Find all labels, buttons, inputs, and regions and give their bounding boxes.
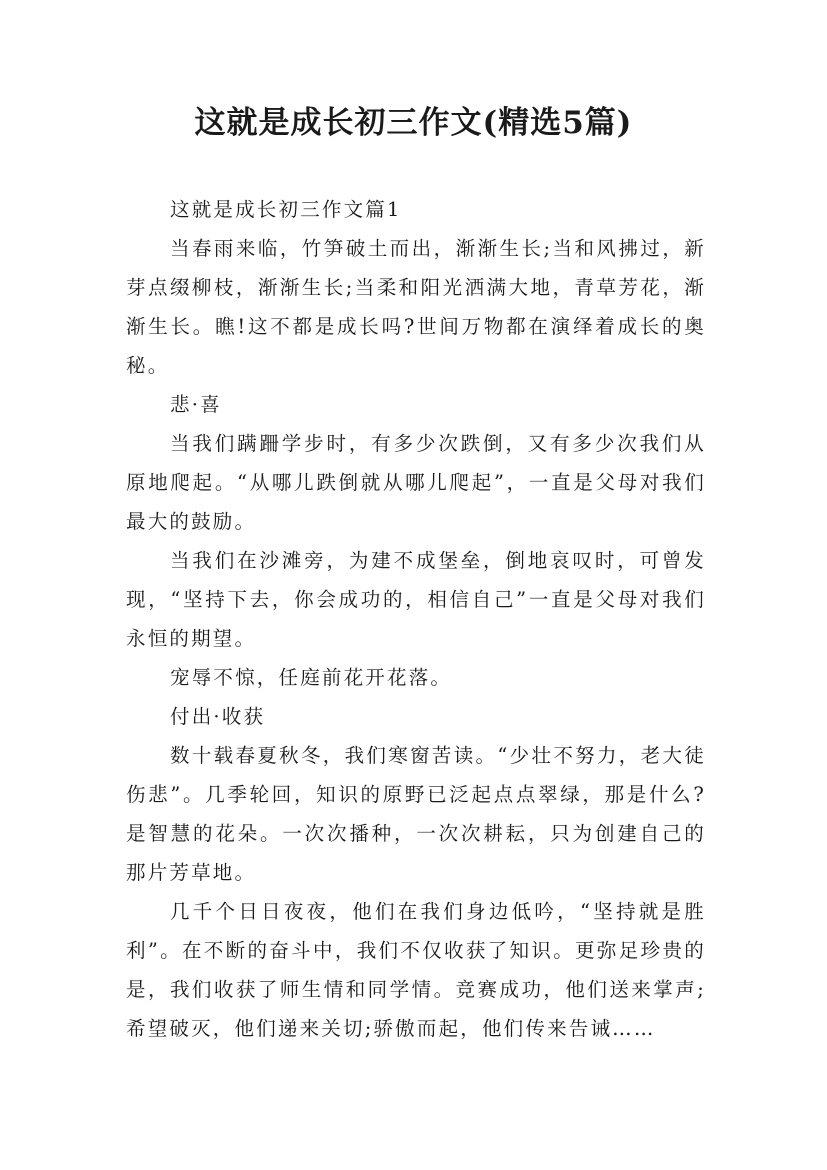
section-heading: 这就是成长初三作文篇1 [170, 198, 402, 221]
paragraph: 宠辱不惊，任庭前花开花落。 [170, 666, 453, 689]
paragraph: 数十载春夏秋冬，我们寒窗苦读。“少壮不努力，老大徒伤悲”。几季轮回，知识的原野已泛起点点翠绿，那是什么?是智慧的花朵。一次次播种，一次次耕耘，只为创建自己的那片芳草地。 [126, 744, 706, 884]
document-body [126, 190, 706, 1048]
subheading: 悲·喜 [170, 393, 222, 416]
paragraph: 几千个日日夜夜，他们在我们身边低吟，“坚持就是胜利”。在不断的奋斗中，我们不仅收获了知识。更弥足珍贵的是，我们收获了师生情和同学情。竞赛成功，他们送来掌声;希望破灭，他们递来关切;骄傲而起，他们传来告诫…… [126, 900, 706, 1040]
paragraph: 当我们在沙滩旁，为建不成堡垒，倒地哀叹时，可曾发现，“坚持下去，你会成功的，相信自己”一直是父母对我们永恒的期望。 [126, 549, 706, 650]
paragraph: 当我们蹒跚学步时，有多少次跌倒，又有多少次我们从原地爬起。“从哪儿跌倒就从哪儿爬起”，一直是父母对我们最大的鼓励。 [126, 432, 706, 533]
paragraph: 当春雨来临，竹笋破土而出，渐渐生长;当和风拂过，新芽点缀柳枝，渐渐生长;当柔和阳光洒满大地，青草芳花，渐渐生长。瞧!这不都是成长吗?世间万物都在演绎着成长的奥秘。 [126, 237, 706, 377]
document-title: 这就是成长初三作文(精选5篇) [194, 105, 633, 141]
subheading: 付出·收获 [170, 705, 266, 728]
